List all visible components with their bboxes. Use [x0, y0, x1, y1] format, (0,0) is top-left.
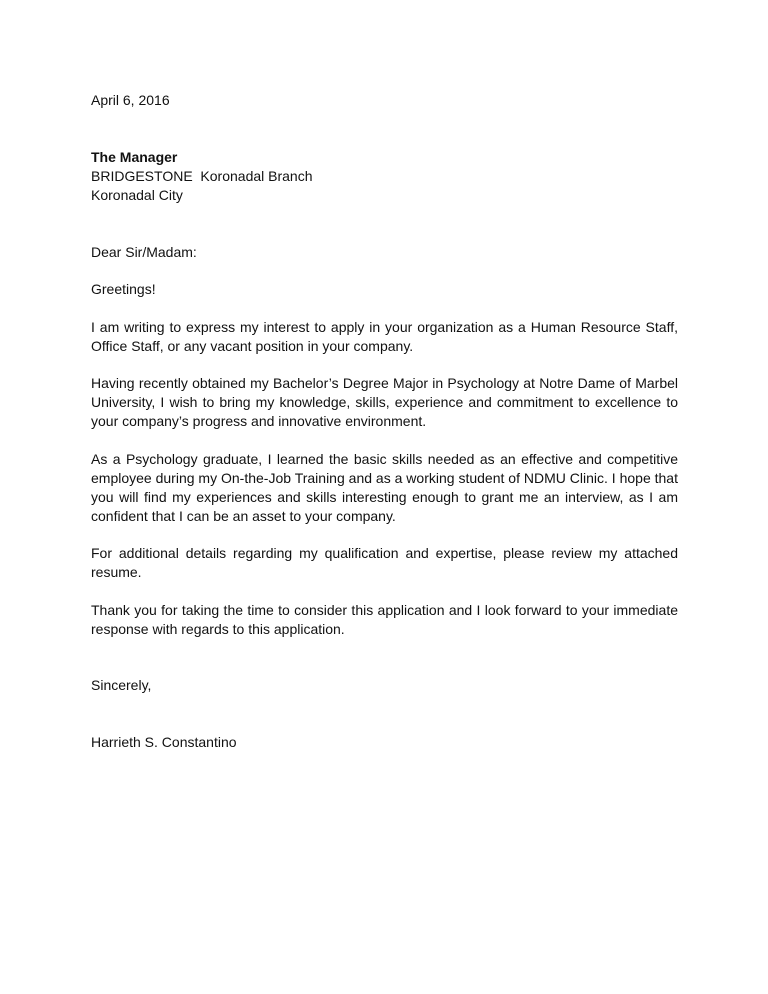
body-paragraph: I am writing to express my interest to apply in your organization as a Human Resource Staff, Office Staff, or any vacant position in your company. — [91, 319, 678, 354]
recipient-city: Koronadal City — [91, 187, 183, 203]
recipient-company: BRIDGESTONE Koronadal Branch — [91, 168, 313, 184]
body-paragraph: Having recently obtained my Bachelor’s Degree Major in Psychology at Notre Dame of Marbel University, I wish to bring my knowledge, skills, experience and commitment to excellence to your company’s progress and innovative environment. — [91, 375, 678, 429]
closing: Sincerely, — [91, 677, 152, 693]
body-paragraph: For additional details regarding my qualification and expertise, please review my attached resume. — [91, 545, 678, 580]
recipient-title: The Manager — [91, 149, 178, 165]
greeting: Greetings! — [91, 281, 156, 297]
signature-name: Harrieth S. Constantino — [91, 734, 237, 750]
letter-date: April 6, 2016 — [91, 92, 170, 108]
body-paragraph: As a Psychology graduate, I learned the basic skills needed as an effective and competitive employee during my On-the-Job Training and as a working student of NDMU Clinic. I hope that you will find my experiences and skills interesting enough to grant me an interview, as I am confident that I can be an asset to your company. — [91, 451, 678, 524]
body-paragraph: Thank you for taking the time to consider this application and I look forward to your immediate response with regards to this application. — [91, 602, 678, 637]
recipient-block — [91, 148, 678, 205]
salutation: Dear Sir/Madam: — [91, 244, 197, 260]
